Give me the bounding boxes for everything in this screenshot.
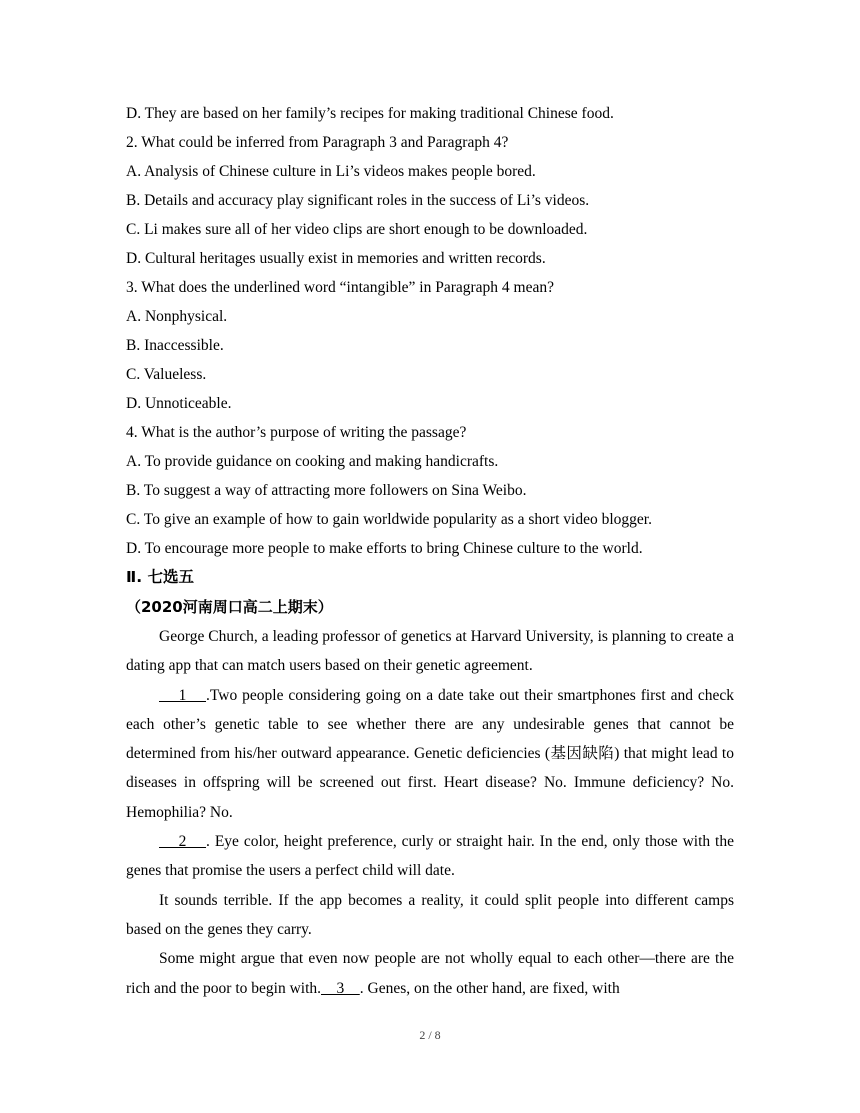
option-line: B. To suggest a way of attracting more followers on Sina Weibo.: [126, 482, 527, 499]
question-2: 2. What could be inferred from Paragraph 3 and Paragraph 4?: [126, 134, 509, 151]
question-3: 3. What does the underlined word “intangible” in Paragraph 4 mean?: [126, 279, 554, 296]
source-line: （2020河南周口高二上期末）: [126, 598, 333, 616]
text-line: D. They are based on her family’s recipes for making traditional Chinese food.: [126, 105, 614, 122]
section-title: Ⅱ. 七选五: [126, 568, 194, 586]
option-line: C. To give an example of how to gain worldwide popularity as a short video blogger.: [126, 511, 652, 528]
blank-2: 2: [159, 833, 207, 851]
option-line: A. Nonphysical.: [126, 308, 228, 325]
blank-3: 3: [321, 979, 360, 997]
option-line: D. To encourage more people to make efforts to bring Chinese culture to the world.: [126, 540, 643, 557]
paragraph-2-text: .Two people considering going on a date take out their smartphones first and check each other’s genetic table to see whether there are any undesirable genes that cannot be determined from his/her outward appearance. Genetic deficiencies (基因缺陷) that might lead to diseases in offspring will be screened out first. Heart disease? No. Immune deficiency? No. Hemophilia? No.: [126, 686, 735, 821]
blank-1: 1: [159, 686, 207, 704]
paragraph-3: [126, 827, 734, 886]
option-line: A. Analysis of Chinese culture in Li’s videos makes people bored.: [126, 163, 536, 180]
option-line: C. Li makes sure all of her video clips are short enough to be downloaded.: [126, 221, 588, 238]
paragraph-5: [126, 944, 734, 1003]
paragraph-5-text-end: . Genes, on the other hand, are fixed, with: [359, 979, 620, 997]
paragraph-1: George Church, a leading professor of genetics at Harvard University, is planning to create a dating app that can match users based on their genetic agreement.: [126, 628, 734, 675]
option-line: D. Cultural heritages usually exist in memories and written records.: [126, 250, 546, 267]
paragraph-5-text-start: Some might argue that even now people are not wholly equal to each other—there are the rich and the poor to begin with.: [126, 950, 734, 997]
option-line: B. Details and accuracy play significant roles in the success of Li’s videos.: [126, 192, 590, 209]
option-line: C. Valueless.: [126, 366, 207, 383]
page-content: [126, 99, 734, 1003]
question-4: 4. What is the author’s purpose of writing the passage?: [126, 424, 467, 441]
paragraph-4: It sounds terrible. If the app becomes a reality, it could split people into different camps based on the genes they carry.: [126, 891, 734, 938]
paragraph-2: [126, 681, 734, 827]
option-line: D. Unnoticeable.: [126, 395, 232, 412]
page-number: 2 / 8: [419, 1028, 441, 1042]
paragraph-3-text: . Eye color, height preference, curly or straight hair. In the end, only those with the genes that promise the users a perfect child will date.: [126, 833, 734, 880]
option-line: A. To provide guidance on cooking and making handicrafts.: [126, 453, 499, 470]
option-line: B. Inaccessible.: [126, 337, 224, 354]
